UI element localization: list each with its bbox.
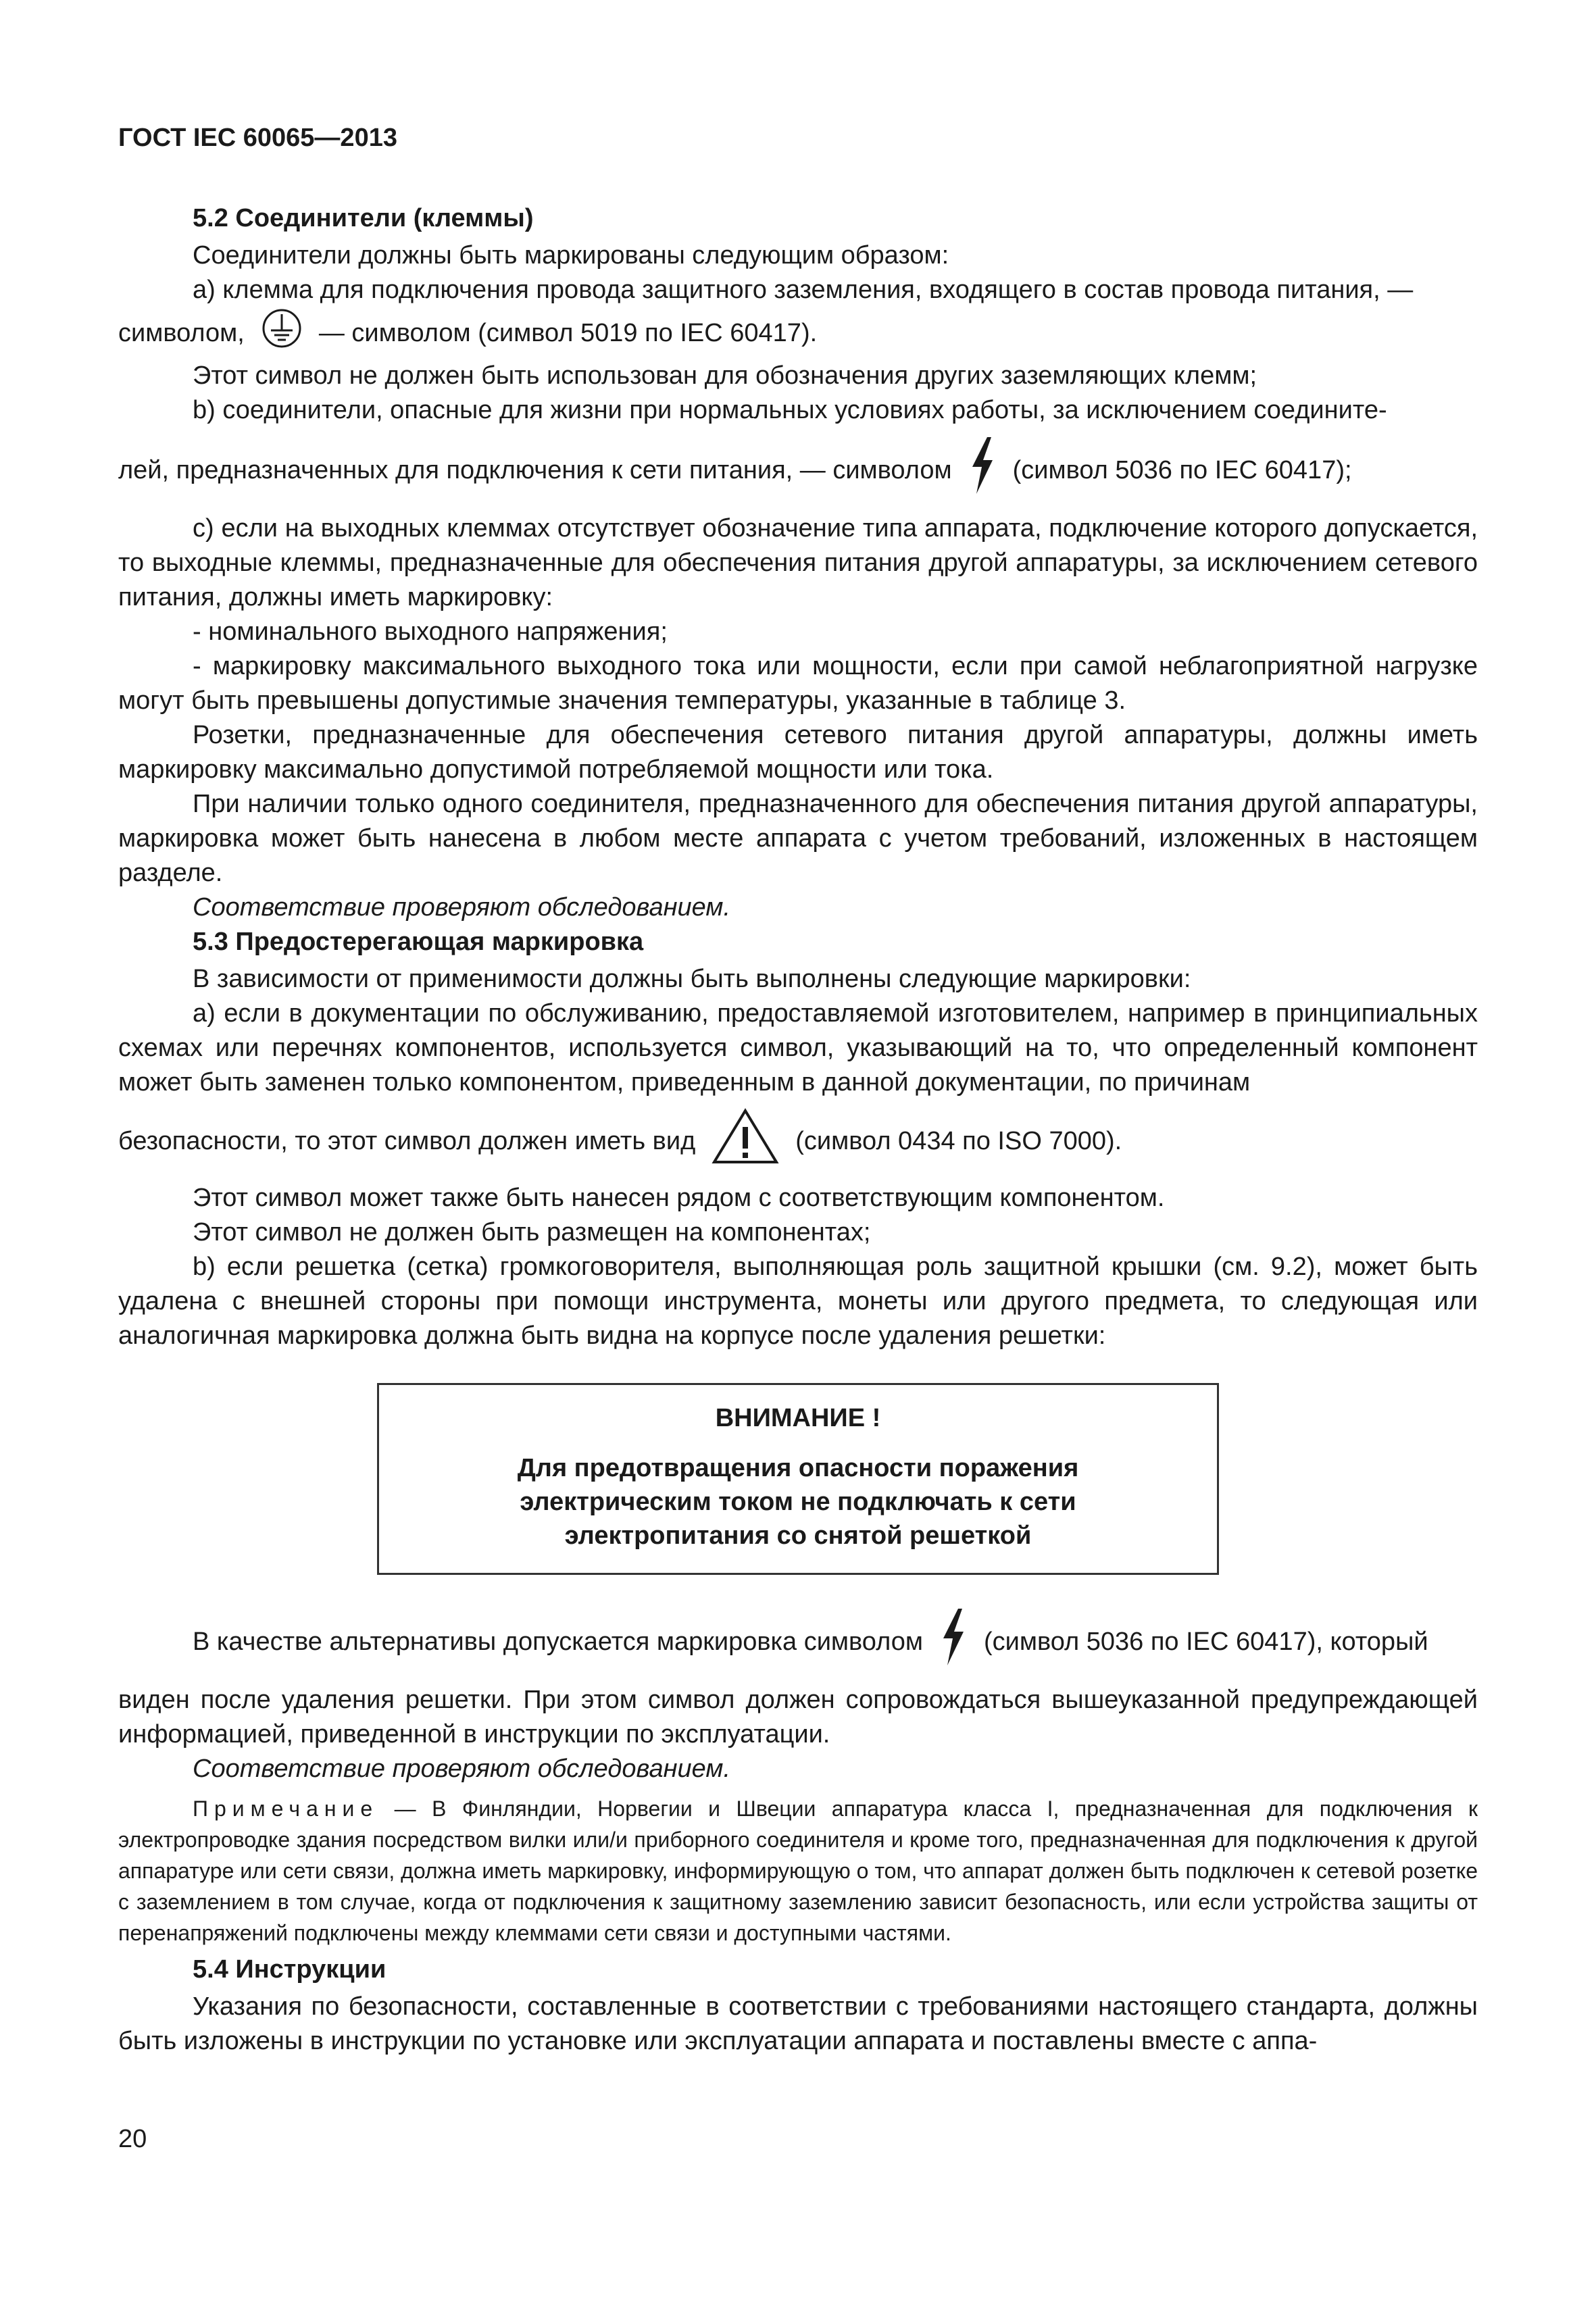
text: безопасности, то этот символ должен иметь вид: [118, 1126, 696, 1155]
symbol-line: [118, 436, 1478, 505]
text: лей, предназначенных для подключения к сети питания, — символом: [118, 455, 952, 484]
paragraph: с) если на выходных клеммах отсутствует обозначение типа аппарата, подключение которого допускается, то выходные клеммы, предназначенные для обеспечения питания другой аппаратуры, за исключением сетевого питания, должны иметь маркировку:: [118, 514, 1478, 611]
warning-title: ВНИМАНИЕ !: [715, 1404, 881, 1432]
warning-text: [399, 1451, 1197, 1553]
note-label: Примечание: [193, 1796, 379, 1821]
paragraph: - номинального выходного напряжения;: [193, 618, 668, 646]
text: (символ 5036 по IEC 60417), который: [983, 1627, 1428, 1656]
note: [118, 1793, 1478, 1948]
symbol-line: [118, 307, 1478, 359]
text: В качестве альтернативы допускается маркировка символом: [193, 1627, 923, 1656]
paragraph: а) клемма для подключения провода защитного заземления, входящего в состав провода питания, —: [193, 276, 1414, 304]
compliance-note: Соответствие проверяют обследованием.: [193, 893, 730, 922]
paragraph: - маркировку максимального выходного тока или мощности, если при самой неблагоприятной нагрузке могут быть превышены допустимые значения температуры, указанные в таблице 3.: [118, 652, 1478, 715]
symbol-line: [118, 1108, 1478, 1174]
paragraph: Розетки, предназначенные для обеспечения сетевого питания другой аппаратуры, должны иметь маркировку максимально допустимой потребляемой мощности или тока.: [118, 721, 1478, 784]
warning-box: [377, 1383, 1219, 1575]
warning-line: Для предотвращения опасности поражения: [517, 1454, 1079, 1482]
note-text: — В Финляндии, Норвегии и Швеции аппаратура класса I, предназначенная для подключения к электропроводке здания посредством вилки или/и приборного соединителя и кроме того, предназначенная для подключения к другой аппаратуре или сети связи, должна иметь маркировку, информирующую о том, что аппарат должен быть подключен к сетевой розетке с заземлением в том случае, когда от подключения к защитному заземлению зависит безопасность, или если устройства защиты от перенапряжений подключены между клеммами сети связи и доступными частями.: [118, 1796, 1478, 1945]
paragraph: Указания по безопасности, составленные в соответствии с требованиями настоящего стандарта, должны быть изложены в инструкции по установке или эксплуатации аппарата и поставлены вместе с аппа-: [118, 1992, 1478, 2055]
paragraph: виден после удаления решетки. При этом символ должен сопровождаться вышеуказанной предупреждающей информацией, приведенной в инструкции по эксплуатации.: [118, 1686, 1478, 1749]
text: — символом (символ 5019 по IEC 60417).: [318, 318, 818, 347]
lightning-bolt-icon: [968, 436, 997, 505]
lightning-bolt-icon: [939, 1607, 968, 1676]
paragraph: Этот символ не должен быть использован для обозначения других заземляющих клемм;: [193, 361, 1257, 390]
paragraph: В зависимости от применимости должны быть выполнены следующие маркировки:: [193, 965, 1191, 993]
section-heading: 5.4 Инструкции: [193, 1955, 386, 1984]
paragraph: Соединители должны быть маркированы следующим образом:: [193, 241, 949, 270]
paragraph: При наличии только одного соединителя, предназначенного для обеспечения питания другой аппаратуры, маркировка может быть нанесена в любом месте аппарата с учетом требований, изложенных в настоящем разделе.: [118, 790, 1478, 887]
section-heading: 5.2 Соединители (клеммы): [193, 204, 534, 232]
warning-line: электрическим током не подключать к сети: [520, 1488, 1076, 1516]
warning-line: электропитания со снятой решеткой: [564, 1521, 1032, 1550]
section-heading: 5.3 Предостерегающая маркировка: [193, 928, 644, 956]
text: (символ 0434 по ISO 7000).: [795, 1126, 1122, 1155]
compliance-note: Соответствие проверяют обследованием.: [193, 1755, 730, 1783]
paragraph: Этот символ не должен быть размещен на компонентах;: [193, 1218, 871, 1247]
paragraph: Этот символ может также быть нанесен рядом с соответствующим компонентом.: [193, 1184, 1165, 1212]
warning-triangle-icon: [712, 1108, 779, 1174]
page-number: 20: [118, 2125, 147, 2153]
text: (символ 5036 по IEC 60417);: [1012, 455, 1352, 484]
paragraph: b) если решетка (сетка) громкоговорителя, выполняющая роль защитной крышки (см. 9.2), может быть удалена с внешней стороны при помощи инструмента, монеты или другого предмета, то следующая или аналогичная маркировка должна быть видна на корпусе после удаления решетки:: [118, 1253, 1478, 1350]
symbol-line: [118, 1607, 1478, 1676]
protective-earth-icon: [261, 307, 303, 359]
paragraph: b) соединители, опасные для жизни при нормальных условиях работы, за исключением соедините-: [193, 396, 1387, 424]
document-body: [118, 201, 1478, 2059]
document-header: ГОСТ IEC 60065—2013: [118, 124, 397, 152]
text: символом,: [118, 318, 245, 347]
paragraph: а) если в документации по обслуживанию, предоставляемой изготовителем, например в принципиальных схемах или перечнях компонентов, используется символ, указывающий на то, что определенный компонент может быть заменен только компонентом, приведенным в данной документации, по причинам: [118, 999, 1478, 1097]
